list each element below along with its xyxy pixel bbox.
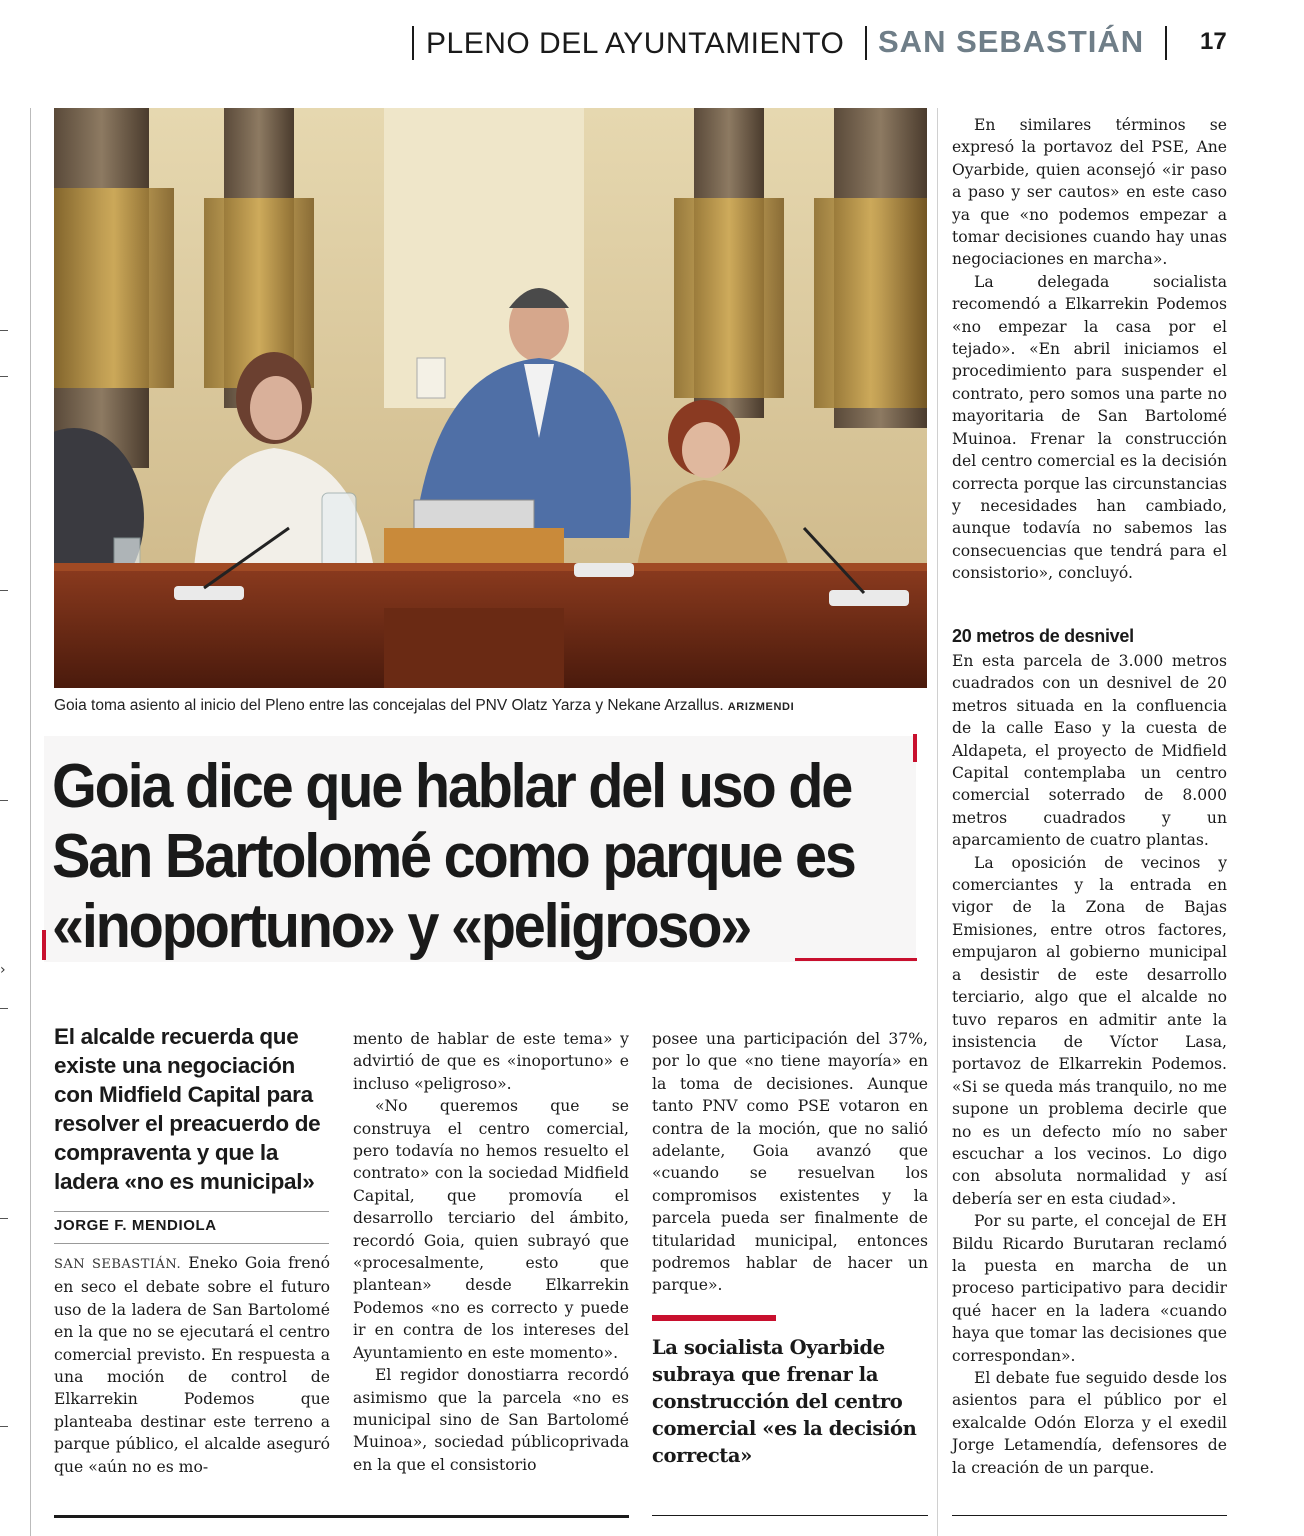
page-number: 17 — [1200, 28, 1227, 55]
photo-credit: ARIZMENDI — [727, 701, 795, 713]
article-column-4-continued — [952, 650, 1227, 1479]
headline: Goia dice que hablar del uso de San Bartolomé como parque es «inoportuno» y «peligroso» — [52, 752, 855, 961]
article-paragraph: En similares términos se expresó la portavoz del PSE, Ane Oyarbide, quien aconsejó «ir paso a paso y ser cautos» en este caso ya que «no podemos empezar a tomar decisiones cuando hay unas negociaciones en marcha». — [952, 116, 1227, 269]
section-title: PLENO DEL AYUNTAMIENTO — [426, 27, 845, 60]
pullquote-rule — [652, 1315, 776, 1321]
article-paragraph: El regidor donostiarra recordó asimismo que la parcela «no es municipal sino de San Bartolomé Muinoa», sociedad públicoprivada en la que el consistorio — [353, 1366, 629, 1474]
article-paragraph: Por su parte, el concejal de EH Bildu Ricardo Burutaran reclamó la puesta en marcha de un proceso participativo para decidir qué hacer en la ladera «cuando haya que tomar las decisiones que correspondan». — [952, 1212, 1227, 1365]
article-paragraph: La oposición de vecinos y comerciantes y la entrada en vigor de la Zona de Bajas Emisiones, entre otros factores, empujaron al gobierno municipal a desistir de este desarrollo terciario, algo que el alcalde no tuvo reparos en admitir ante la insistencia de Víctor Lasa, portavoz de Elkarrekin Podemos. «Si se queda más tranquilo, no me supone un problema decirle que no es un defecto mío no saber escuchar a los vecinos. Lo digo con absoluta normalidad y así debería ser en esta ciudad». — [952, 853, 1227, 1208]
accent-mark — [42, 930, 46, 960]
article-column-3 — [652, 1028, 928, 1297]
caption-text: Goia toma asiento al inicio del Pleno entre las concejalas del PNV Olatz Yarza y Nekane Arzallus. — [54, 697, 724, 714]
accent-mark — [913, 734, 917, 762]
paragraph-text: Eneko Goia frenó en seco el debate sobre el futuro uso de la ladera de San Bartolomé en la que no se ejecutará el centro comercial previsto. En respuesta a una moción de control de Elkarrekin Podemos que planteaba destinar este terreno a parque público, el alcalde aseguró que «aún no es mo- — [54, 1254, 330, 1476]
margin-tick — [0, 330, 8, 331]
header-divider — [1165, 26, 1167, 60]
news-photo — [54, 108, 927, 688]
header-divider — [412, 26, 414, 60]
article-paragraph — [54, 1252, 330, 1478]
article-paragraph: En esta parcela de 3.000 metros cuadrados con un desnivel de 20 metros situada en la confluencia de la calle Easo y la cuesta de Aldapeta, el proyecto de Midfield Capital contemplaba un centro comercial soterrado de 8.000 metros cuadrados y un aparcamiento de cuatro plantas. — [952, 652, 1227, 850]
article-column-4 — [952, 114, 1227, 585]
article-paragraph: «No queremos que se construya el centro comercial, pero todavía no hemos resuelto el contrato» con la sociedad Midfield Capital, que promovía el desarrollo terciario del ámbito, recordó Goia, quien subrayó que «procesalmente, esto que plantean» desde Elkarrekin Podemos «no es correcto y puede ir en contra de los intereses del Ayuntamiento en este momento». — [353, 1097, 629, 1362]
footer-rule — [652, 1515, 928, 1516]
margin-tick — [0, 376, 8, 377]
article-paragraph: mento de hablar de este tema» y advirtió de que es «inoportuno» e incluso «peligroso». — [353, 1030, 629, 1093]
margin-tick — [0, 1426, 8, 1427]
council-session-photo — [54, 108, 927, 688]
subheadline: El alcalde recuerda que existe una negociación con Midfield Capital para resolver el preacuerdo de compraventa y que la ladera «no es municipal» — [54, 1024, 321, 1194]
dateline: SAN SEBASTIÁN. — [54, 1257, 182, 1272]
byline: JORGE F. MENDIOLA — [54, 1217, 217, 1234]
article-paragraph: La delegada socialista recomendó a Elkarrekin Podemos «no empezar la casa por el tejado». «En abril iniciamos el procedimiento para suspender el contrato, pero somos una parte no mayoritaria de San Bartolomé Muinoa. Frenar la construcción del centro comercial es la decisión correcta porque las circunstancias y necesidades han cambiado, aunque todavía no sabemos las consecuencias que tendrá para el consistorio», concluyó. — [952, 272, 1227, 583]
section-subtitle: 20 metros de desnivel — [952, 626, 1134, 646]
footer-rule — [54, 1515, 629, 1518]
margin-tick — [0, 1218, 8, 1219]
article-paragraph: posee una participación del 37%, por lo que «no tiene mayoría» en la toma de decisiones. Aunque tanto PNV como PSE votaron en contra de la moción, que no salió adelante, Goia avanzó que «cuando se resuelvan los compromisos existentes y la parcela pueda ser finalmente de titularidad municipal, entonces podremos hablar de hacer un parque». — [652, 1030, 928, 1295]
article-column-1 — [54, 1252, 330, 1478]
margin-tick — [0, 800, 8, 801]
pullquote: La socialista Oyarbide subraya que frenar la construcción del centro comercial «es la decisión correcta» — [652, 1336, 917, 1467]
header-divider — [865, 26, 867, 60]
article-paragraph: El debate fue seguido desde los asientos para el público por el exalcalde Odón Elorza y el exedil Jorge Letamendía, defensores de la creación de un parque. — [952, 1369, 1227, 1477]
article-column-2 — [353, 1028, 629, 1476]
photo-caption — [54, 695, 934, 718]
column-rule — [30, 108, 31, 1536]
margin-tick — [0, 1008, 8, 1009]
margin-tick — [0, 590, 8, 591]
byline-rule — [54, 1211, 329, 1212]
footer-rule — [952, 1515, 1227, 1516]
chevron-right-icon: › — [0, 962, 6, 978]
column-rule — [937, 108, 938, 1536]
city-label: SAN SEBASTIÁN — [878, 24, 1145, 59]
byline-rule — [54, 1243, 329, 1244]
